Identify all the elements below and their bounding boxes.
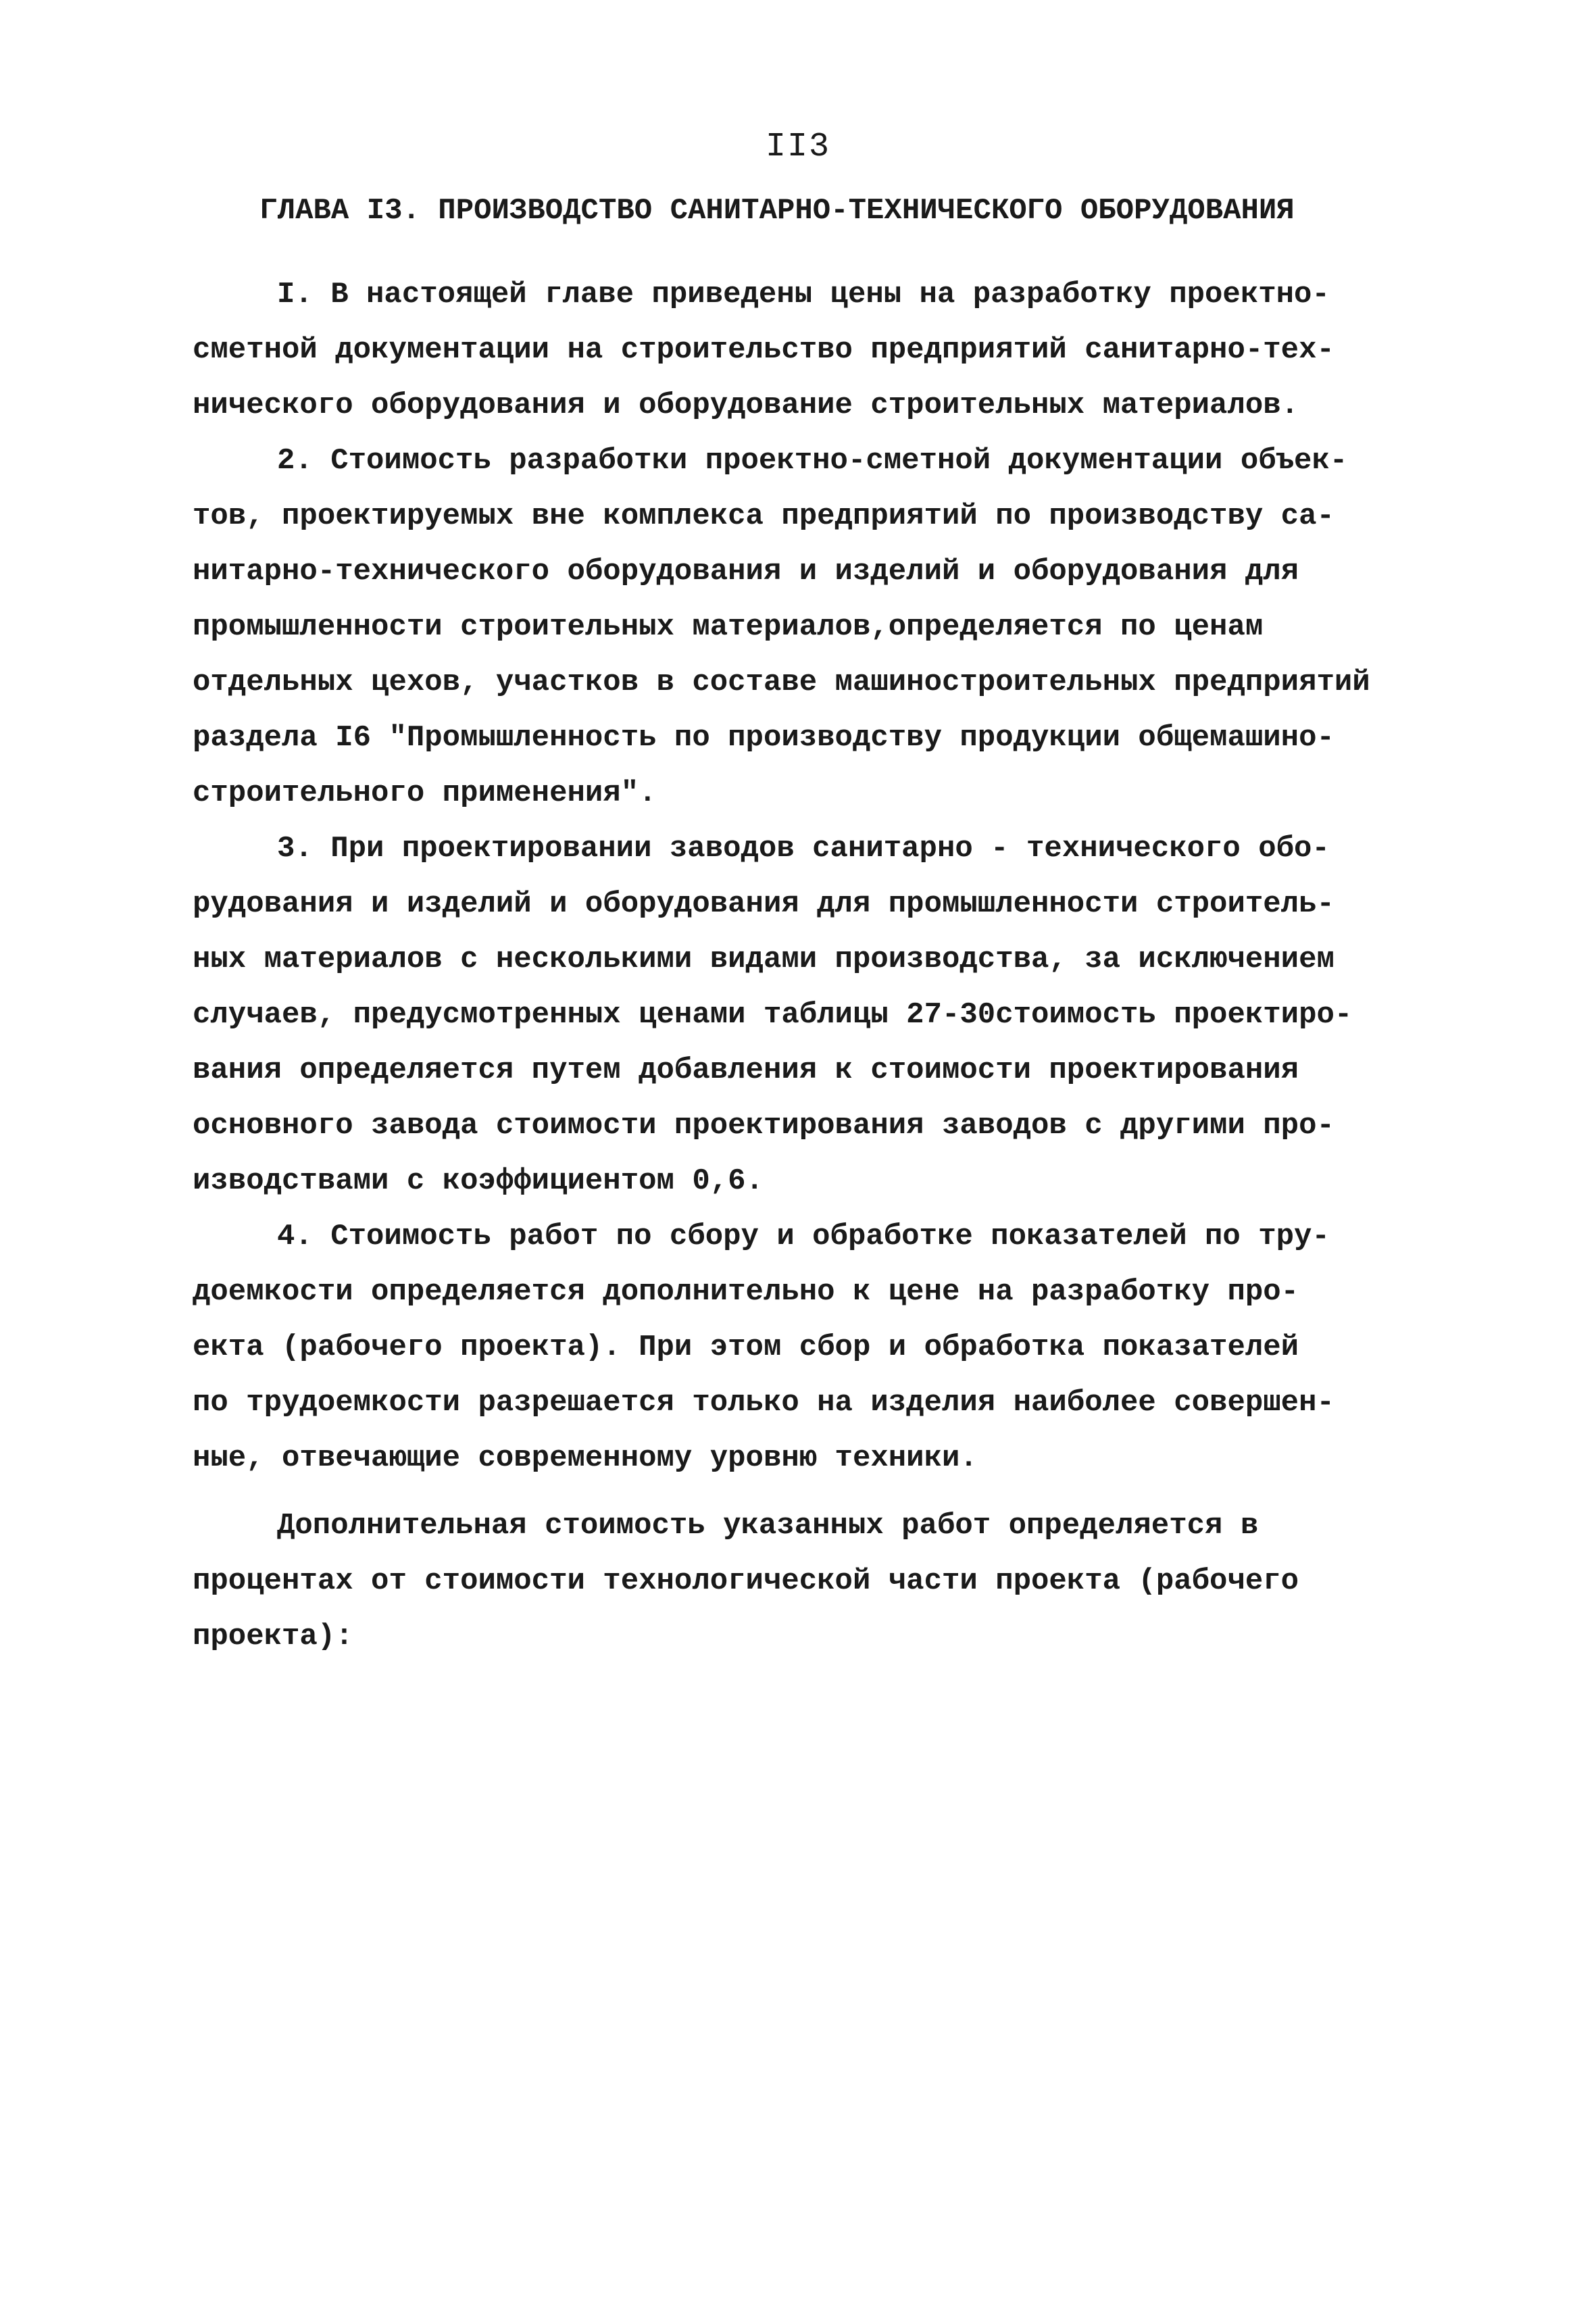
text-line: раздела I6 "Промышленность по производству продукции общемашино- (193, 721, 1335, 755)
text-line: I. В настоящей главе приведены цены на разработку проектно- (277, 278, 1330, 312)
paragraph-4 (193, 1209, 1355, 1486)
page-number: II3 (765, 128, 830, 166)
document-body (193, 267, 1370, 1664)
text-line: доемкости определяется дополнительно к цене на разработку про- (193, 1275, 1299, 1309)
text-line: основного завода стоимости проектирования заводов с другими про- (193, 1109, 1335, 1143)
text-line: ных материалов с несколькими видами производства, за исключением (193, 943, 1335, 976)
text-line: Дополнительная стоимость указанных работ определяется в (277, 1509, 1259, 1543)
text-line: вания определяется путем добавления к стоимости проектирования (193, 1053, 1299, 1087)
text-line: нического оборудования и оборудование строительных материалов. (193, 389, 1299, 422)
paragraph-5 (193, 1498, 1355, 1664)
text-line: рудования и изделий и оборудования для промышленности строитель- (193, 887, 1335, 921)
text-line: промышленности строительных материалов,определяется по ценам (193, 610, 1264, 644)
text-line: проекта): (193, 1620, 353, 1653)
chapter-title: ГЛАВА I3. ПРОИЗВОДСТВО САНИТАРНО-ТЕХНИЧЕСКОГО ОБОРУДОВАНИЯ (259, 194, 1295, 228)
text-line: случаев, предусмотренных ценами таблицы 27-30стоимость проектиро- (193, 998, 1353, 1032)
text-line: 3. При проектировании заводов санитарно - технического обо- (277, 832, 1330, 866)
text-line: отдельных цехов, участков в составе машиностроительных предприятий (193, 666, 1370, 699)
text-line: процентах от стоимости технологической части проекта (рабочего (193, 1564, 1299, 1598)
text-line: 2. Стоимость разработки проектно-сметной документации объек- (277, 444, 1348, 478)
text-line: сметной документации на строительство предприятий санитарно-тех- (193, 333, 1335, 367)
text-line: строительного применения". (193, 776, 657, 810)
text-line: нитарно-технического оборудования и изделий и оборудования для (193, 555, 1299, 589)
paragraph-1 (193, 267, 1355, 433)
text-line: ные, отвечающие современному уровню техники. (193, 1441, 978, 1475)
paragraph-3 (193, 821, 1355, 1209)
text-line: 4. Стоимость работ по сбору и обработке показателей по тру- (277, 1220, 1330, 1253)
text-line: изводствами с коэффициентом 0,6. (193, 1164, 764, 1198)
text-line: по трудоемкости разрешается только на изделия наиболее совершен- (193, 1386, 1335, 1420)
text-line: тов, проектируемых вне комплекса предприятий по производству са- (193, 499, 1335, 533)
text-line: екта (рабочего проекта). При этом сбор и обработка показателей (193, 1330, 1299, 1364)
paragraph-2 (193, 433, 1370, 821)
